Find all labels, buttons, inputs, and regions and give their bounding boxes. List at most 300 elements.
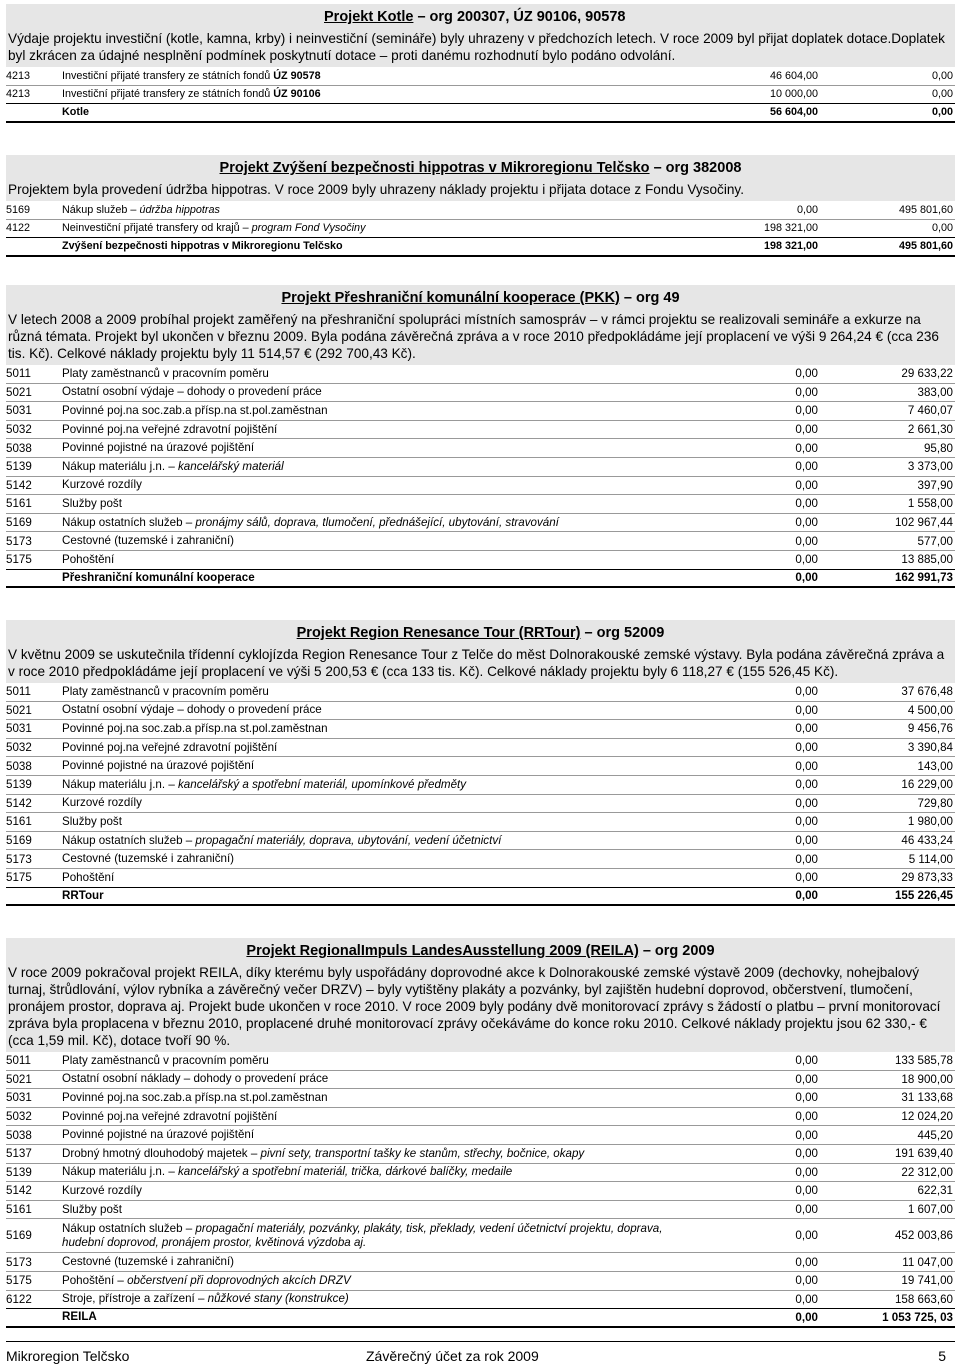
total-label: Kotle	[62, 106, 89, 119]
project-org: – org 52009	[584, 625, 665, 641]
description-detail: program Fond Vysočiny	[251, 222, 366, 235]
item-description	[62, 1147, 682, 1161]
total-actual: 1 053 725, 03	[882, 1310, 953, 1324]
item-description	[62, 69, 682, 83]
account-code: 5031	[6, 404, 32, 418]
account-code: 5142	[6, 1184, 32, 1198]
account-code: 4122	[6, 222, 31, 235]
amount-actual: 2 661,30	[907, 423, 953, 437]
table-row	[6, 1108, 955, 1127]
item-description	[62, 404, 682, 418]
item-description	[62, 759, 682, 773]
description-text: Nákup materiálu j.n. –	[62, 1165, 178, 1179]
table-row	[6, 850, 955, 869]
table-row	[6, 832, 955, 851]
table-row	[6, 702, 955, 721]
account-code: 5031	[6, 1091, 32, 1105]
table-row	[6, 458, 955, 477]
amount-actual: 452 003,86	[894, 1229, 953, 1243]
project-name: Projekt Přeshraniční komunální kooperace (PKK)	[281, 290, 620, 306]
amount-budget: 0,00	[795, 871, 818, 885]
account-code: 4213	[6, 88, 31, 101]
amount-budget: 0,00	[795, 1184, 818, 1198]
amount-actual: 19 741,00	[901, 1274, 953, 1288]
amount-actual: 397,90	[917, 478, 953, 492]
account-code: 5175	[6, 553, 32, 567]
total-actual: 0,00	[931, 106, 953, 119]
amount-actual: 729,80	[917, 796, 953, 810]
account-code: 5021	[6, 1072, 32, 1086]
amount-actual: 16 229,00	[901, 778, 953, 792]
project-name: Projekt Region Renesance Tour (RRTour)	[296, 625, 581, 641]
amount-budget: 198 321,00	[763, 222, 818, 235]
account-code: 5175	[6, 1274, 32, 1288]
table-row	[6, 551, 955, 570]
page-footer	[6, 1341, 955, 1366]
amount-actual: 95,80	[923, 441, 953, 455]
amount-actual: 46 433,24	[901, 834, 953, 848]
project-org: – org 49	[623, 290, 680, 306]
item-description	[62, 534, 682, 548]
project-name: Projekt RegionalImpuls LandesAusstellung 2009 (REILA)	[246, 943, 639, 959]
description-text: Povinné pojistné na úrazové pojištění	[62, 1128, 255, 1142]
item-description	[62, 1072, 682, 1086]
table-row	[6, 1071, 955, 1090]
total-row	[6, 1309, 955, 1328]
amount-budget: 46 604,00	[769, 69, 818, 82]
table-row	[6, 384, 955, 403]
description-text: Platy zaměstnanců v pracovním poměru	[62, 366, 269, 380]
amount-actual: 29 633,22	[901, 367, 953, 381]
amount-budget: 0,00	[795, 703, 818, 717]
table-row	[6, 514, 955, 533]
total-label: REILA	[62, 1310, 97, 1324]
project-section	[6, 4, 955, 123]
total-actual: 495 801,60	[898, 240, 953, 253]
total-row	[6, 888, 955, 907]
page-number: 5	[938, 1348, 946, 1364]
amount-budget: 0,00	[795, 1292, 818, 1306]
table-row	[6, 813, 955, 832]
description-text: Povinné poj.na veřejné zdravotní pojištění	[62, 422, 278, 436]
amount-actual: 383,00	[917, 385, 953, 399]
section-intro: Projektem byla provedení údržba hippotras. V roce 2009 byly uhrazeny náklady projektu i přijata dotace z Fondu Vysočiny.	[8, 182, 744, 197]
account-code: 5161	[6, 815, 32, 829]
amount-actual: 12 024,20	[901, 1110, 953, 1124]
account-code: 4213	[6, 69, 31, 82]
amount-actual: 191 639,40	[894, 1147, 953, 1161]
account-code: 5038	[6, 1128, 32, 1142]
account-code: 5169	[6, 834, 32, 848]
amount-actual: 29 873,33	[901, 871, 953, 885]
project-org: – org 2009	[642, 943, 715, 959]
amount-actual: 7 460,07	[907, 404, 953, 418]
total-budget: 0,00	[795, 571, 818, 585]
account-code: 5032	[6, 423, 32, 437]
item-description	[62, 1128, 682, 1142]
project-name: Projekt Zvýšení bezpečnosti hippotras v Mikroregionu Telčsko	[219, 160, 650, 176]
total-row	[6, 104, 955, 123]
description-detail: nůžkové stany (konstrukce)	[207, 1292, 349, 1306]
description-text: Nákup služeb –	[62, 203, 140, 216]
table-row	[6, 477, 955, 496]
table-row	[6, 67, 955, 86]
description-detail: kancelářský a spotřební materiál, trička, dárkové balíčky, medaile	[178, 1165, 513, 1179]
description-text: Stroje, přístroje a zařízení –	[62, 1292, 208, 1306]
amount-actual: 577,00	[917, 534, 953, 548]
section-intro: V květnu 2009 se uskutečnila třídenní cyklojízda Region Renesance Tour z Telče do měst Dolnorakouské zemské výstavy. Byla podána závěrečná zpráva a v roce 2010 předpokládáme její proplacení ve výši 5 200,53 € (cca 133 tis. Kč). Celkové náklady projektu byly 6 118,27 € (155 526,45 Kč).	[8, 647, 945, 679]
table-row	[6, 1164, 955, 1183]
description-fund: ÚZ 90106	[273, 88, 321, 101]
description-text: Povinné pojistné na úrazové pojištění	[62, 441, 255, 455]
amount-budget: 0,00	[795, 778, 818, 792]
item-description	[62, 553, 682, 567]
item-description	[62, 1255, 682, 1269]
amount-budget: 0,00	[795, 516, 818, 530]
item-description	[62, 478, 682, 492]
item-description	[62, 367, 682, 381]
description-text: Cestovné (tuzemské i zahraniční)	[62, 1255, 235, 1269]
amount-budget: 0,00	[795, 441, 818, 455]
account-code: 5032	[6, 1110, 32, 1124]
project-org: – org 200307, ÚZ 90106, 90578	[417, 9, 626, 25]
amount-actual: 18 900,00	[901, 1072, 953, 1086]
table-row	[6, 1201, 955, 1220]
amount-actual: 1 558,00	[907, 497, 953, 511]
amount-budget: 0,00	[795, 478, 818, 492]
amount-budget: 0,00	[795, 759, 818, 773]
account-code: 5169	[6, 1229, 32, 1243]
total-label: Zvýšení bezpečnosti hippotras v Mikroregionu Telčsko	[62, 240, 343, 253]
footer-center: Závěrečný účet za rok 2009	[366, 1348, 539, 1364]
table-row	[6, 365, 955, 384]
description-text: Povinné poj.na soc.zab.a přísp.na st.pol.zaměstnan	[62, 721, 328, 735]
description-text: Investiční přijaté transfery ze státních fondů	[62, 69, 274, 82]
account-code: 5032	[6, 741, 32, 755]
description-detail: propagační materiály, pozvánky, plakáty, tisk, překlady, vedení účetnictví projektu, doprava, hudební doprovod, pronájem prostor, květinová výzdoba aj.	[62, 1221, 663, 1249]
section-header	[6, 620, 955, 683]
amount-budget: 0,00	[795, 1128, 818, 1142]
amount-budget: 0,00	[795, 367, 818, 381]
account-code: 5169	[6, 516, 32, 530]
section-title	[6, 155, 955, 181]
account-code: 5139	[6, 1165, 32, 1179]
table-row	[6, 402, 955, 421]
total-budget: 0,00	[795, 889, 818, 903]
section-intro: V letech 2008 a 2009 probíhal projekt zaměřený na přeshraniční spolupráci místních samospráv – v rámci projektu se realizovali semináře a exkurze na různá témata. Projekt byl ukončen v březnu 2009. Byla podána závěrečná zpráva a v roce 2010 předpokládáme její proplacení ve výši 9 264,24 € (cca 236 tis. Kč). Celkové náklady projektu byly 11 514,57 € (292 700,43 Kč).	[8, 312, 939, 361]
amount-actual: 5 114,00	[908, 852, 953, 866]
amount-actual: 0,00	[931, 222, 953, 235]
item-description	[62, 1091, 682, 1105]
item-description	[62, 441, 682, 455]
table-row	[6, 776, 955, 795]
table-row	[6, 1145, 955, 1164]
table-row	[6, 1291, 955, 1310]
section-header	[6, 285, 955, 365]
amount-budget: 0,00	[795, 460, 818, 474]
account-code: 5161	[6, 497, 32, 511]
account-code: 5142	[6, 796, 32, 810]
account-code: 5173	[6, 534, 32, 548]
amount-budget: 0,00	[795, 423, 818, 437]
item-description	[62, 1274, 682, 1288]
item-description	[62, 423, 682, 437]
section-intro: Výdaje projektu investiční (kotle, kamna, krby) i neinvestiční (semináře) byly uhrazeny v předchozích letech. V roce 2009 byl přijat doplatek dotace.Doplatek byl zkrácen za údajné nesplnění podmínek poskytnutí dotace – proti danému rozhodnutí bylo podáno odvolání.	[8, 31, 945, 63]
section-title	[6, 4, 955, 30]
table-row	[6, 220, 955, 239]
amount-actual: 1 607,00	[907, 1203, 953, 1217]
description-text: Nákup materiálu j.n. –	[62, 459, 178, 473]
total-actual: 162 991,73	[894, 571, 953, 585]
description-detail: údržba hippotras	[139, 203, 220, 216]
amount-actual: 22 312,00	[901, 1165, 953, 1179]
total-actual: 155 226,45	[894, 889, 953, 903]
account-code: 5139	[6, 778, 32, 792]
item-description	[62, 778, 682, 792]
project-section	[6, 938, 955, 1328]
item-description	[62, 703, 682, 717]
amount-budget: 0,00	[795, 497, 818, 511]
amount-budget: 0,00	[795, 1255, 818, 1269]
footer-left: Mikroregion Telčsko	[6, 1348, 130, 1364]
total-row	[6, 238, 955, 257]
table-row	[6, 86, 955, 105]
description-text: Nákup ostatních služeb –	[62, 515, 196, 529]
amount-budget: 0,00	[796, 203, 818, 216]
amount-budget: 0,00	[795, 1110, 818, 1124]
table-row	[6, 757, 955, 776]
description-detail: pivní sety, transportní tašky ke stanům, střechy, bočnice, okapy	[260, 1146, 585, 1160]
item-description	[62, 385, 682, 399]
description-text: Povinné poj.na soc.zab.a přísp.na st.pol.zaměstnan	[62, 1090, 328, 1104]
amount-budget: 0,00	[795, 553, 818, 567]
amount-budget: 0,00	[795, 685, 818, 699]
amount-actual: 0,00	[931, 69, 953, 82]
amount-budget: 10 000,00	[769, 88, 818, 101]
account-code: 5139	[6, 460, 32, 474]
project-org: – org 382008	[653, 160, 742, 176]
table-row	[6, 421, 955, 440]
item-description	[62, 460, 682, 474]
amount-budget: 0,00	[795, 385, 818, 399]
description-fund: ÚZ 90578	[273, 69, 321, 82]
table-row	[6, 1182, 955, 1201]
total-budget: 198 321,00	[763, 240, 818, 253]
amount-budget: 0,00	[795, 1091, 818, 1105]
description-text: Ostatní osobní výdaje – dohody o provedení práce	[62, 703, 322, 717]
table-row	[6, 1126, 955, 1145]
item-description	[62, 516, 682, 530]
total-row	[6, 570, 955, 589]
amount-actual: 622,31	[917, 1184, 953, 1198]
table-row	[6, 201, 955, 220]
amount-budget: 0,00	[795, 722, 818, 736]
total-budget: 56 604,00	[769, 106, 818, 119]
amount-budget: 0,00	[795, 815, 818, 829]
account-code: 5142	[6, 478, 32, 492]
table-row	[6, 1272, 955, 1291]
table-row	[6, 869, 955, 888]
amount-budget: 0,00	[795, 834, 818, 848]
account-code: 5169	[6, 203, 31, 216]
amount-actual: 31 133,68	[901, 1091, 953, 1105]
item-description	[62, 815, 682, 829]
table-row	[6, 532, 955, 551]
project-name: Projekt Kotle	[324, 9, 414, 25]
item-description	[62, 87, 682, 101]
description-text: Drobný hmotný dlouhodobý majetek –	[62, 1146, 261, 1160]
account-code: 5038	[6, 759, 32, 773]
amount-actual: 102 967,44	[894, 516, 953, 530]
table-row	[6, 795, 955, 814]
project-section	[6, 620, 955, 906]
description-text: Pohoštění –	[62, 1273, 128, 1287]
item-description	[62, 1203, 682, 1217]
account-code: 5021	[6, 703, 32, 717]
amount-budget: 0,00	[795, 852, 818, 866]
amount-budget: 0,00	[795, 1165, 818, 1179]
amount-actual: 1 980,00	[907, 815, 953, 829]
description-text: Ostatní osobní náklady – dohody o provedení práce	[62, 1072, 329, 1086]
total-label: Přeshraniční komunální kooperace	[62, 570, 255, 584]
description-text: Kurzové rozdíly	[62, 1183, 142, 1197]
item-description	[62, 221, 682, 235]
description-text: Služby pošt	[62, 814, 122, 828]
description-text: Platy zaměstnanců v pracovním poměru	[62, 684, 269, 698]
amount-actual: 0,00	[931, 88, 953, 101]
amount-budget: 0,00	[795, 404, 818, 418]
table-row	[6, 1089, 955, 1108]
amount-actual: 133 585,78	[894, 1054, 953, 1068]
amount-budget: 0,00	[795, 1072, 818, 1086]
section-header	[6, 155, 955, 201]
amount-actual: 4 500,00	[907, 703, 953, 717]
amount-actual: 13 885,00	[901, 553, 953, 567]
account-code: 5031	[6, 722, 32, 736]
description-text: Platy zaměstnanců v pracovním poměru	[62, 1053, 269, 1067]
description-detail: kancelářský a spotřební materiál, upomínkové předměty	[178, 777, 467, 791]
item-description	[62, 1165, 682, 1179]
amount-actual: 3 373,00	[907, 460, 953, 474]
amount-actual: 143,00	[917, 759, 953, 773]
account-code: 5011	[6, 367, 31, 381]
item-description	[62, 796, 682, 810]
table-row	[6, 1052, 955, 1071]
amount-budget: 0,00	[795, 1229, 818, 1243]
item-description	[62, 722, 682, 736]
section-intro: V roce 2009 pokračoval projekt REILA, díky kterému byly uspořádány doprovodné akce k Dolnorakouské zemské výstavě 2009 (dechovky, nohejbalový turnaj, štrůdlování, výlov rybníka a závěrečný večer DRZV) – byly vytištěny plakáty a pozvánky, byl zajištěn hudební doprovod, občerstvení, tlumočení, pronájem prostor, doprava aj. Projekt bude ukončen v roce 2010. V roce 2009 byly podány dvě monitorovací zprávy s žádostí o platbu – první monitorovací zpráva byla proplacena v březnu 2010, proplacené druhé monitorovací zprávy očekáváme do konce roku 2010. Celkové náklady projektu jsou 62 330,- € (cca 1,59 mil. Kč), dotace tvoří 90 %.	[8, 965, 941, 1048]
account-code: 5038	[6, 441, 32, 455]
amount-budget: 0,00	[795, 1203, 818, 1217]
item-description	[62, 1292, 682, 1306]
item-description	[62, 1054, 682, 1068]
amount-actual: 3 390,84	[907, 741, 953, 755]
amount-budget: 0,00	[795, 796, 818, 810]
table-row	[6, 739, 955, 758]
description-text: Investiční přijaté transfery ze státních fondů	[62, 88, 274, 101]
item-description	[62, 1222, 682, 1250]
description-text: Kurzové rozdíly	[62, 478, 142, 492]
item-description	[62, 1110, 682, 1124]
description-text: Cestovné (tuzemské i zahraniční)	[62, 534, 235, 548]
account-code: 5021	[6, 385, 32, 399]
description-detail: kancelářský materiál	[178, 459, 284, 473]
section-header	[6, 4, 955, 67]
description-detail: propagační materiály, doprava, ubytování, vedení účetnictví	[195, 833, 502, 847]
account-code: 5161	[6, 1203, 32, 1217]
section-title	[6, 285, 955, 311]
description-text: Nákup materiálu j.n. –	[62, 777, 178, 791]
total-budget: 0,00	[795, 1310, 818, 1324]
description-text: Povinné poj.na veřejné zdravotní pojištění	[62, 740, 278, 754]
table-row	[6, 1219, 955, 1253]
description-text: Služby pošt	[62, 1202, 122, 1216]
description-text: Nákup ostatních služeb –	[62, 1221, 196, 1235]
item-description	[62, 871, 682, 885]
item-description	[62, 203, 682, 217]
section-title	[6, 938, 955, 964]
account-code: 6122	[6, 1292, 32, 1306]
item-description	[62, 1184, 682, 1198]
amount-budget: 0,00	[795, 1054, 818, 1068]
table-row	[6, 683, 955, 702]
item-description	[62, 685, 682, 699]
description-text: Cestovné (tuzemské i zahraniční)	[62, 852, 235, 866]
table-row	[6, 1253, 955, 1272]
description-text: Kurzové rozdíly	[62, 796, 142, 810]
amount-actual: 9 456,76	[907, 722, 953, 736]
description-text: Neinvestiční přijaté transfery od krajů –	[62, 222, 252, 235]
item-description	[62, 741, 682, 755]
description-text: Pohoštění	[62, 552, 115, 566]
description-text: Ostatní osobní výdaje – dohody o provedení práce	[62, 385, 322, 399]
description-text: Pohoštění	[62, 870, 115, 884]
amount-actual: 11 047,00	[902, 1255, 953, 1269]
description-text: Povinné pojistné na úrazové pojištění	[62, 759, 255, 773]
description-detail: pronájmy sálů, doprava, tlumočení, přednášející, ubytování, stravování	[195, 515, 559, 529]
account-code: 5011	[6, 685, 31, 699]
amount-budget: 0,00	[795, 534, 818, 548]
description-text: Nákup ostatních služeb –	[62, 833, 196, 847]
account-code: 5175	[6, 871, 32, 885]
item-description	[62, 834, 682, 848]
account-code: 5173	[6, 852, 32, 866]
section-title	[6, 620, 955, 646]
project-section	[6, 155, 955, 257]
table-row	[6, 720, 955, 739]
item-description	[62, 852, 682, 866]
description-detail: občerstvení při doprovodných akcích DRZV	[127, 1273, 351, 1287]
project-section	[6, 285, 955, 588]
amount-actual: 158 663,60	[894, 1292, 953, 1306]
item-description	[62, 497, 682, 511]
total-label: RRTour	[62, 888, 104, 902]
section-header	[6, 938, 955, 1052]
amount-budget: 0,00	[795, 1147, 818, 1161]
table-row	[6, 439, 955, 458]
account-code: 5137	[6, 1147, 32, 1161]
account-code: 5011	[6, 1054, 31, 1068]
amount-actual: 37 676,48	[901, 685, 953, 699]
description-text: Služby pošt	[62, 496, 122, 510]
description-text: Povinné poj.na soc.zab.a přísp.na st.pol.zaměstnan	[62, 403, 328, 417]
account-code: 5173	[6, 1255, 32, 1269]
amount-budget: 0,00	[795, 1274, 818, 1288]
amount-actual: 445,20	[917, 1128, 953, 1142]
description-text: Povinné poj.na veřejné zdravotní pojištění	[62, 1109, 278, 1123]
amount-actual: 495 801,60	[898, 203, 953, 216]
table-row	[6, 495, 955, 514]
